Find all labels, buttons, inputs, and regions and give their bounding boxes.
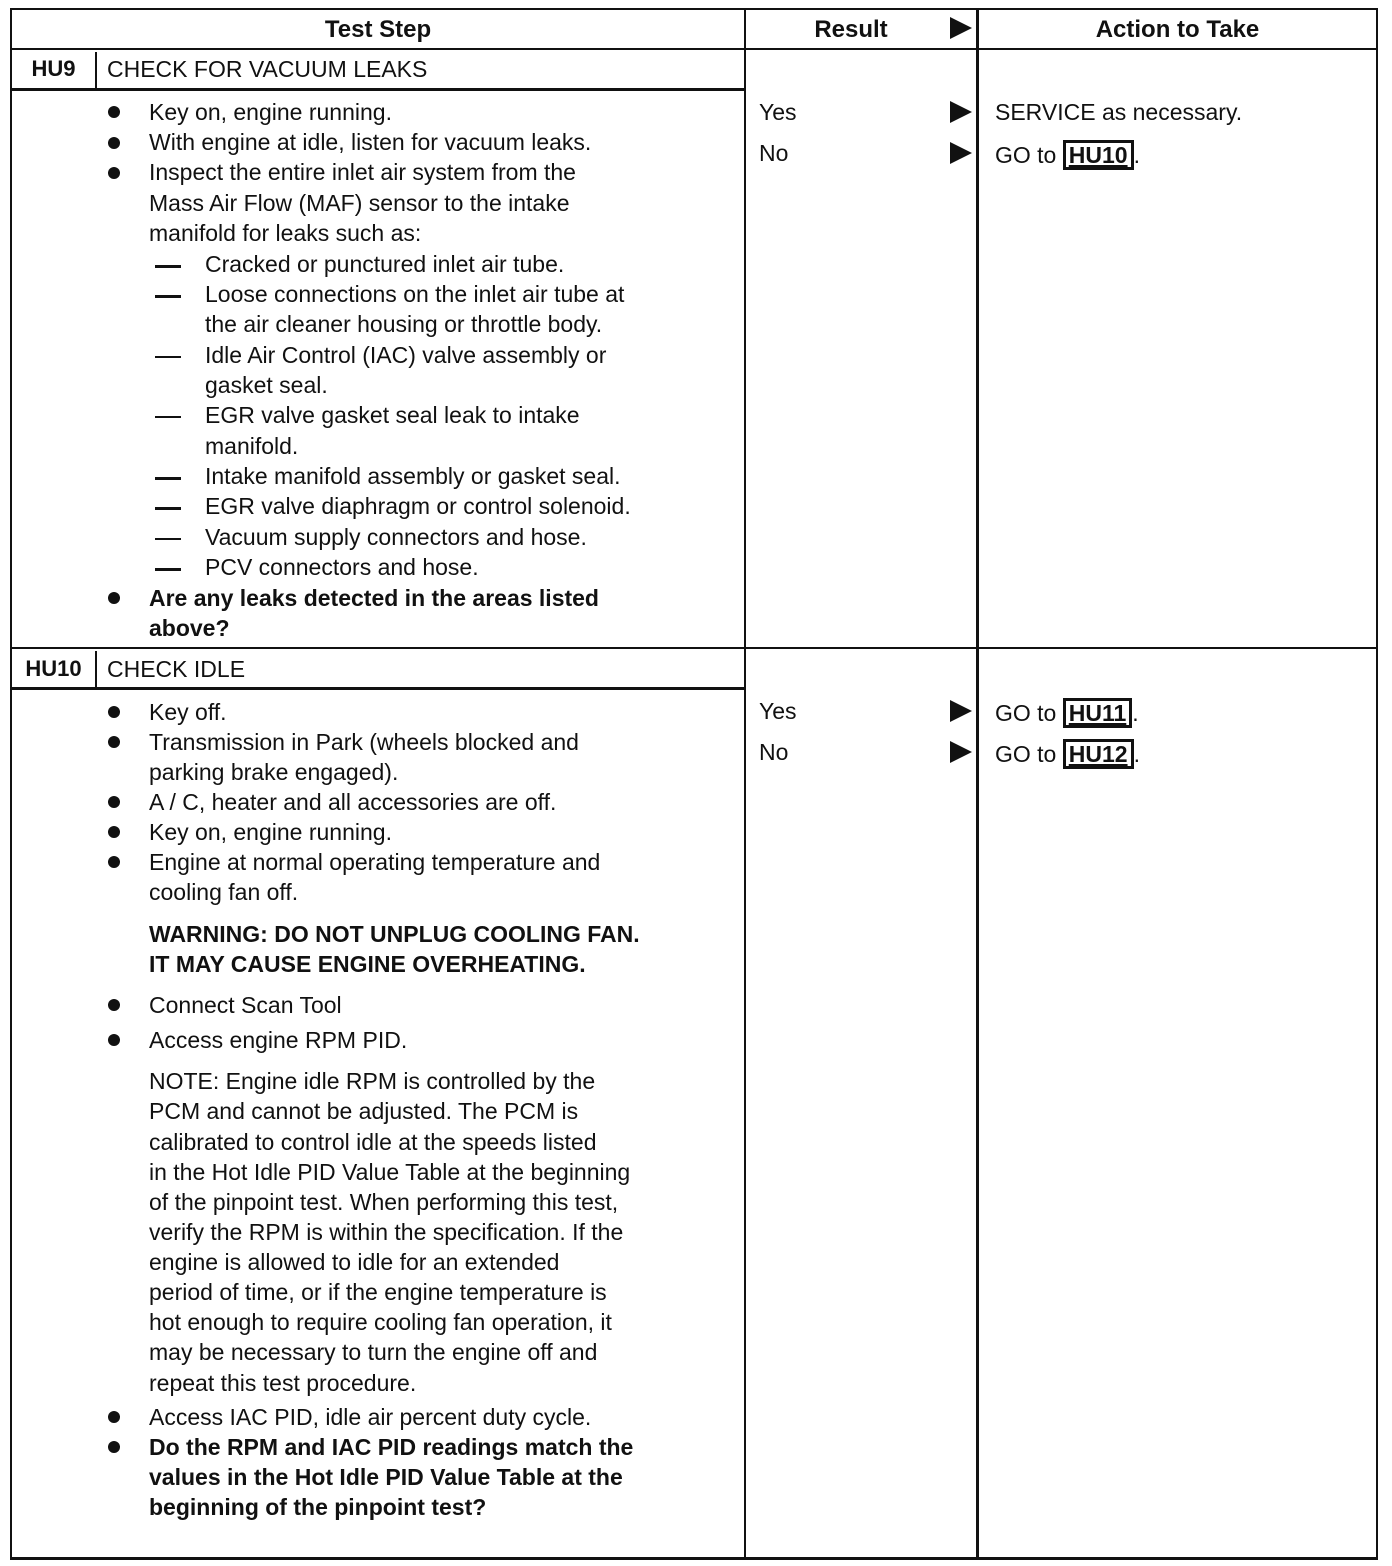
bullet-icon [108,856,120,868]
step-reference-link[interactable]: HU11 [1063,698,1133,728]
arrow-icon [950,142,972,164]
bullet-icon [108,796,120,808]
note-line: verify the RPM is within the specification. If the [149,1219,624,1245]
note-line: may be necessary to turn the engine off and [149,1339,598,1365]
note-line: period of time, or if the engine temperature is [149,1279,607,1305]
note-line: engine is allowed to idle for an extended [149,1249,560,1275]
bullet-icon [108,826,120,838]
step-reference-link[interactable]: HU12 [1063,739,1134,769]
bullet-icon [108,1034,120,1046]
bullet-icon [108,736,120,748]
instruction-line: Key off. [149,699,227,725]
instruction-line: Mass Air Flow (MAF) sensor to the intake [149,190,570,216]
instruction-line: Access IAC PID, idle air percent duty cycle. [149,1404,592,1430]
sub-item: PCV connectors and hose. [205,554,479,580]
sub-item: Intake manifold assembly or gasket seal. [205,463,621,489]
arrow-icon [950,101,972,123]
sub-item: gasket seal. [205,372,328,398]
instruction-line: Transmission in Park (wheels blocked and [149,729,579,755]
bullet-icon [108,167,120,179]
action-goto [995,698,1139,728]
action-goto [995,739,1140,769]
warning-line: IT MAY CAUSE ENGINE OVERHEATING. [149,951,586,977]
action-suffix: . [1132,700,1139,726]
bullet-icon [108,706,120,718]
result-no: No [759,739,789,765]
step-code: HU10 [25,656,82,681]
action-text: SERVICE as necessary. [995,99,1243,125]
bullet-icon [108,1441,120,1453]
instruction-line: With engine at idle, listen for vacuum leaks. [149,129,592,155]
sub-item: Vacuum supply connectors and hose. [205,524,587,550]
note-line: hot enough to require cooling fan operation, it [149,1309,612,1335]
instruction-line: Access engine RPM PID. [149,1027,408,1053]
action-suffix: . [1133,741,1140,767]
sub-item: the air cleaner housing or throttle body. [205,311,603,337]
bullet-icon [108,106,120,118]
instruction-line: Connect Scan Tool [149,992,342,1018]
action-text: GO to [995,741,1063,767]
instruction-line: Engine at normal operating temperature and [149,849,601,875]
header-result: Result [814,16,888,43]
question-line: Do the RPM and IAC PID readings match the [149,1434,634,1460]
dash-icon [155,295,181,298]
question-line: Are any leaks detected in the areas listed [149,585,599,611]
dash-icon [155,538,181,540]
instruction-line: manifold for leaks such as: [149,220,422,246]
question-line: above? [149,615,230,641]
question-line: values in the Hot Idle PID Value Table at the [149,1464,623,1490]
dash-icon [155,568,181,571]
dash-icon [155,265,181,268]
sub-item: Idle Air Control (IAC) valve assembly or [205,342,607,368]
bullet-icon [108,137,120,149]
sub-item: EGR valve diaphragm or control solenoid. [205,493,631,519]
bullet-icon [108,999,120,1011]
header-action: Action to Take [1095,16,1260,43]
note-line: PCM and cannot be adjusted. The PCM is [149,1098,579,1124]
action-suffix: . [1133,142,1140,168]
action-goto [995,140,1140,170]
arrow-icon [950,17,972,39]
result-no: No [759,140,789,166]
dash-icon [155,416,181,418]
note-line: of the pinpoint test. When performing this test, [149,1189,619,1215]
arrow-icon [950,700,972,722]
result-yes: Yes [759,698,797,724]
dash-icon [155,507,181,510]
dash-icon [155,477,181,480]
action-text: GO to [995,700,1063,726]
step-title: CHECK FOR VACUUM LEAKS [107,56,428,82]
step-reference-link[interactable]: HU10 [1063,140,1134,170]
sub-item: Cracked or punctured inlet air tube. [205,251,565,277]
sub-item: Loose connections on the inlet air tube at [205,281,625,307]
sub-item: manifold. [205,433,299,459]
dash-icon [155,356,181,358]
warning-line: WARNING: DO NOT UNPLUG COOLING FAN. [149,921,640,947]
bullet-icon [108,1411,120,1423]
sub-item: EGR valve gasket seal leak to intake [205,402,580,428]
instruction-line: cooling fan off. [149,879,299,905]
question-line: beginning of the pinpoint test? [149,1494,487,1520]
instruction-line: A / C, heater and all accessories are off. [149,789,557,815]
step-code: HU9 [31,56,76,81]
bullet-icon [108,592,120,604]
note-line: NOTE: Engine idle RPM is controlled by the [149,1068,596,1094]
note-line: repeat this test procedure. [149,1370,417,1396]
result-yes: Yes [759,99,797,125]
action-text: GO to [995,142,1063,168]
arrow-icon [950,741,972,763]
instruction-line: parking brake engaged). [149,759,399,785]
instruction-line: Key on, engine running. [149,99,392,125]
note-line: in the Hot Idle PID Value Table at the beginning [149,1159,631,1185]
step-title: CHECK IDLE [107,656,246,682]
instruction-line: Inspect the entire inlet air system from the [149,159,576,185]
instruction-line: Key on, engine running. [149,819,392,845]
note-line: calibrated to control idle at the speeds listed [149,1129,597,1155]
header-test-step: Test Step [324,16,432,43]
